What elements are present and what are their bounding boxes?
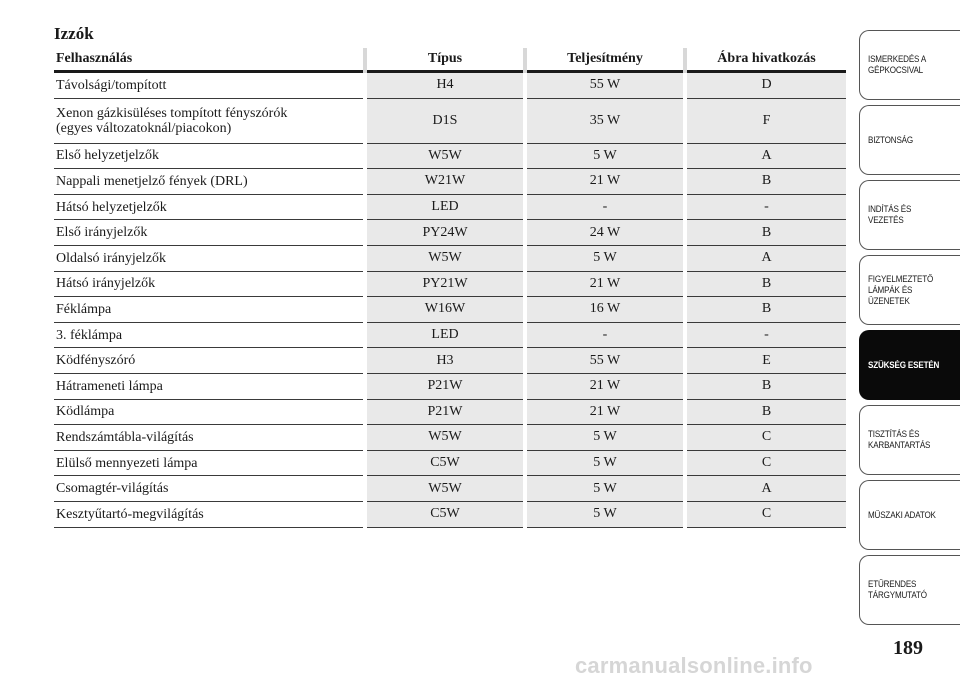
cell-figure-ref: B	[685, 373, 846, 399]
cell-power: 5 W	[525, 425, 685, 451]
table-row	[54, 220, 846, 246]
table-row	[54, 72, 846, 99]
cell-usage: Első helyzetjelzők	[54, 143, 365, 169]
page-number: 189	[893, 637, 923, 659]
cell-figure-ref: -	[685, 322, 846, 348]
chapter-tab-label: BIZTONSÁG	[868, 134, 913, 146]
cell-power: 5 W	[525, 143, 685, 169]
cell-figure-ref: C	[685, 425, 846, 451]
cell-figure-ref: D	[685, 72, 846, 99]
chapter-tab-label: INDÍTÁS ÉS VEZETÉS	[868, 204, 912, 226]
cell-power: 16 W	[525, 297, 685, 323]
table-row	[54, 297, 846, 323]
chapter-tab[interactable]	[859, 255, 960, 325]
chapter-tab[interactable]	[859, 180, 960, 250]
cell-usage: Féklámpa	[54, 297, 365, 323]
table-row	[54, 476, 846, 502]
chapter-tab-label: MŰSZAKI ADATOK	[868, 509, 936, 521]
cell-figure-ref: E	[685, 348, 846, 374]
cell-type: PY24W	[365, 220, 525, 246]
table-header-row	[54, 48, 846, 72]
cell-figure-ref: -	[685, 194, 846, 220]
cell-usage: Elülső mennyezeti lámpa	[54, 450, 365, 476]
table-row	[54, 501, 846, 527]
cell-usage: Rendszámtábla-világítás	[54, 425, 365, 451]
chapter-tab-label: TISZTÍTÁS ÉS KARBANTARTÁS	[868, 429, 931, 451]
cell-power: 5 W	[525, 450, 685, 476]
cell-figure-ref: B	[685, 297, 846, 323]
cell-type: P21W	[365, 399, 525, 425]
cell-type: H4	[365, 72, 525, 99]
cell-type: W21W	[365, 169, 525, 195]
cell-power: 5 W	[525, 245, 685, 271]
cell-power: 21 W	[525, 169, 685, 195]
header-figure-ref: Ábra hivatkozás	[685, 48, 846, 72]
cell-power: 35 W	[525, 98, 685, 143]
chapter-tab-label: ETŰRENDES TÁRGYMUTATÓ	[868, 579, 927, 601]
table-row	[54, 169, 846, 195]
cell-usage: Ködlámpa	[54, 399, 365, 425]
chapter-tab[interactable]	[859, 330, 960, 400]
cell-type: LED	[365, 322, 525, 348]
cell-usage: Nappali menetjelző fények (DRL)	[54, 169, 365, 195]
table-row	[54, 271, 846, 297]
cell-usage: Hátsó irányjelzők	[54, 271, 365, 297]
table-row	[54, 322, 846, 348]
table-row	[54, 373, 846, 399]
cell-power: 5 W	[525, 501, 685, 527]
table-row	[54, 98, 846, 143]
cell-figure-ref: B	[685, 399, 846, 425]
cell-type: C5W	[365, 450, 525, 476]
cell-figure-ref: C	[685, 501, 846, 527]
cell-type: D1S	[365, 98, 525, 143]
cell-usage: Első irányjelzők	[54, 220, 365, 246]
chapter-tab[interactable]	[859, 105, 960, 175]
cell-usage: Hátrameneti lámpa	[54, 373, 365, 399]
table-row	[54, 348, 846, 374]
cell-power: 21 W	[525, 271, 685, 297]
cell-power: -	[525, 322, 685, 348]
cell-usage: Kesztyűtartó-megvilágítás	[54, 501, 365, 527]
cell-type: W5W	[365, 143, 525, 169]
cell-power: 21 W	[525, 399, 685, 425]
header-usage: Felhasználás	[54, 48, 365, 72]
watermark: carmanualsonline.info	[575, 653, 813, 678]
cell-type: P21W	[365, 373, 525, 399]
cell-figure-ref: B	[685, 169, 846, 195]
table-row	[54, 245, 846, 271]
cell-figure-ref: A	[685, 245, 846, 271]
header-power: Teljesítmény	[525, 48, 685, 72]
header-type: Típus	[365, 48, 525, 72]
chapter-tab[interactable]	[859, 480, 960, 550]
cell-power: 55 W	[525, 348, 685, 374]
cell-type: LED	[365, 194, 525, 220]
chapter-sidebar	[859, 30, 960, 630]
table-row	[54, 194, 846, 220]
cell-power: 21 W	[525, 373, 685, 399]
cell-figure-ref: C	[685, 450, 846, 476]
document-body	[54, 24, 846, 528]
cell-type: W5W	[365, 425, 525, 451]
table-row	[54, 425, 846, 451]
table-row	[54, 143, 846, 169]
bulbs-table	[54, 48, 846, 528]
cell-type: W5W	[365, 245, 525, 271]
section-title: Izzók	[54, 24, 94, 43]
cell-figure-ref: A	[685, 476, 846, 502]
table-row	[54, 399, 846, 425]
cell-figure-ref: F	[685, 98, 846, 143]
cell-usage: Xenon gázkisüléses tompított fényszórók (egyes változatoknál/piacokon)	[54, 98, 365, 143]
table-row	[54, 450, 846, 476]
chapter-tab[interactable]	[859, 30, 960, 100]
cell-power: 55 W	[525, 72, 685, 99]
cell-usage: Oldalsó irányjelzők	[54, 245, 365, 271]
cell-usage: Hátsó helyzetjelzők	[54, 194, 365, 220]
cell-usage: Csomagtér-világítás	[54, 476, 365, 502]
cell-figure-ref: B	[685, 271, 846, 297]
cell-type: PY21W	[365, 271, 525, 297]
chapter-tab-label: ISMERKEDÉS A GÉPKOCSIVAL	[868, 54, 927, 76]
cell-figure-ref: A	[685, 143, 846, 169]
cell-usage: Távolsági/tompított	[54, 72, 365, 99]
cell-usage: 3. féklámpa	[54, 322, 365, 348]
table-body	[54, 72, 846, 528]
cell-usage: Ködfényszóró	[54, 348, 365, 374]
cell-type: W5W	[365, 476, 525, 502]
cell-power: 24 W	[525, 220, 685, 246]
cell-type: H3	[365, 348, 525, 374]
chapter-tab-label: FIGYELMEZTETŐ LÁMPÁK ÉS ÜZENETEK	[868, 273, 934, 307]
cell-power: 5 W	[525, 476, 685, 502]
cell-type: C5W	[365, 501, 525, 527]
chapter-tab-label: SZÜKSÉG ESETÉN	[868, 359, 940, 371]
cell-figure-ref: B	[685, 220, 846, 246]
chapter-tab[interactable]	[859, 405, 960, 475]
chapter-tab[interactable]	[859, 555, 960, 625]
cell-type: W16W	[365, 297, 525, 323]
cell-power: -	[525, 194, 685, 220]
